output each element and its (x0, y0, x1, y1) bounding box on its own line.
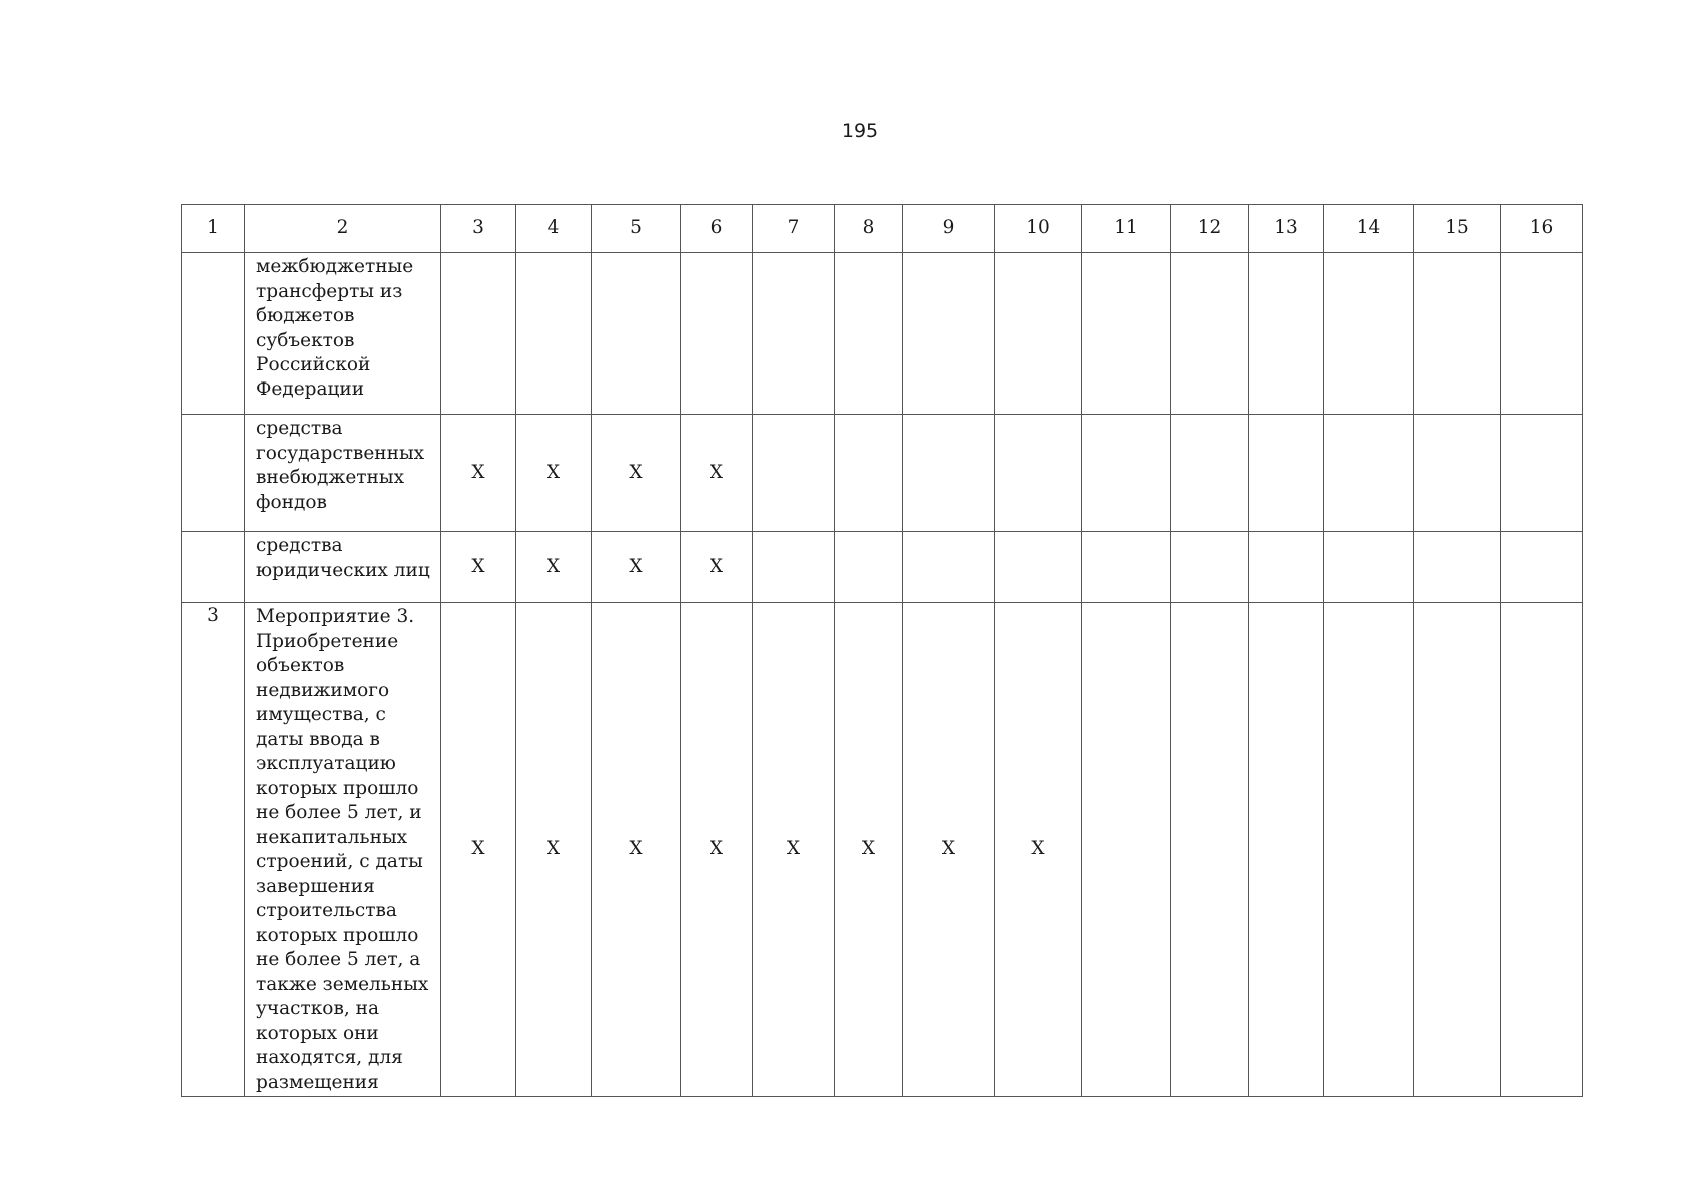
table-cell (753, 415, 835, 532)
table-cell (1324, 603, 1414, 1097)
table-cell (1249, 253, 1324, 415)
table-cell: X (592, 603, 681, 1097)
table-cell (1414, 603, 1501, 1097)
table-cell (753, 253, 835, 415)
table-cell: X (753, 603, 835, 1097)
table-row (182, 415, 1583, 532)
table-cell (1082, 603, 1171, 1097)
column-header: 10 (995, 205, 1082, 253)
table-cell (1414, 532, 1501, 603)
table-cell (903, 532, 995, 603)
table-cell (1414, 415, 1501, 532)
table-cell: X (681, 532, 753, 603)
table-cell (1171, 253, 1249, 415)
table-row (182, 253, 1583, 415)
table-cell (1249, 603, 1324, 1097)
table-cell (592, 253, 681, 415)
column-numbers-row (182, 205, 1583, 253)
column-header: 13 (1249, 205, 1324, 253)
column-header: 4 (516, 205, 592, 253)
column-header: 6 (681, 205, 753, 253)
table-cell (835, 253, 903, 415)
table-cell (1414, 253, 1501, 415)
table-cell (681, 253, 753, 415)
table-cell (1501, 253, 1583, 415)
table-cell (1082, 253, 1171, 415)
row-number (182, 253, 245, 415)
row-label: средства юридических лиц (245, 532, 441, 603)
table-cell (903, 415, 995, 532)
row-number (182, 532, 245, 603)
table-cell (835, 532, 903, 603)
column-header: 11 (1082, 205, 1171, 253)
table-cell (1171, 603, 1249, 1097)
table-cell (835, 415, 903, 532)
column-header: 8 (835, 205, 903, 253)
table-cell (1249, 532, 1324, 603)
table-cell: X (516, 415, 592, 532)
table-cell (995, 532, 1082, 603)
table-cell: X (835, 603, 903, 1097)
table-cell (441, 253, 516, 415)
row-number: 3 (182, 603, 245, 1097)
column-header: 9 (903, 205, 995, 253)
table-cell (1324, 532, 1414, 603)
table-row (182, 603, 1583, 1097)
table-cell: X (592, 415, 681, 532)
table-cell: X (441, 603, 516, 1097)
column-header: 12 (1171, 205, 1249, 253)
column-header: 15 (1414, 205, 1501, 253)
table-cell (1324, 415, 1414, 532)
row-label: средства государственных внебюджетных фондов (245, 415, 441, 532)
table-cell (1249, 415, 1324, 532)
table-cell: X (441, 415, 516, 532)
table-cell (753, 532, 835, 603)
table-cell: X (441, 532, 516, 603)
table-cell (1501, 415, 1583, 532)
column-header: 14 (1324, 205, 1414, 253)
column-header: 5 (592, 205, 681, 253)
table-row (182, 532, 1583, 603)
table-cell: X (516, 532, 592, 603)
table-cell (903, 253, 995, 415)
table-cell (1324, 253, 1414, 415)
table-cell (995, 253, 1082, 415)
row-number (182, 415, 245, 532)
table-cell (1082, 415, 1171, 532)
table-cell (995, 415, 1082, 532)
table-cell: X (516, 603, 592, 1097)
table-cell (1082, 532, 1171, 603)
column-header: 3 (441, 205, 516, 253)
table-cell (1171, 415, 1249, 532)
column-header: 1 (182, 205, 245, 253)
column-header: 7 (753, 205, 835, 253)
table-cell: X (592, 532, 681, 603)
column-header: 16 (1501, 205, 1583, 253)
column-header: 2 (245, 205, 441, 253)
table-cell: X (681, 603, 753, 1097)
page-number: 195 (841, 120, 879, 142)
table-cell (1501, 532, 1583, 603)
table-cell: X (995, 603, 1082, 1097)
table-cell (1501, 603, 1583, 1097)
table-cell: X (681, 415, 753, 532)
row-label: Мероприятие 3. Приобретение объектов недвижимого имущества, с даты ввода в эксплуатацию которых прошло не более 5 лет, и некапитальных строений, с даты завершения строительства которых прошло не более 5 лет, а также земельных участков, на которых они находятся, для размещения (245, 603, 441, 1097)
table-cell (1171, 532, 1249, 603)
row-label: межбюджетные трансферты из бюджетов субъектов Российской Федерации (245, 253, 441, 415)
data-table (181, 204, 1583, 1097)
table-cell (516, 253, 592, 415)
table-cell: X (903, 603, 995, 1097)
